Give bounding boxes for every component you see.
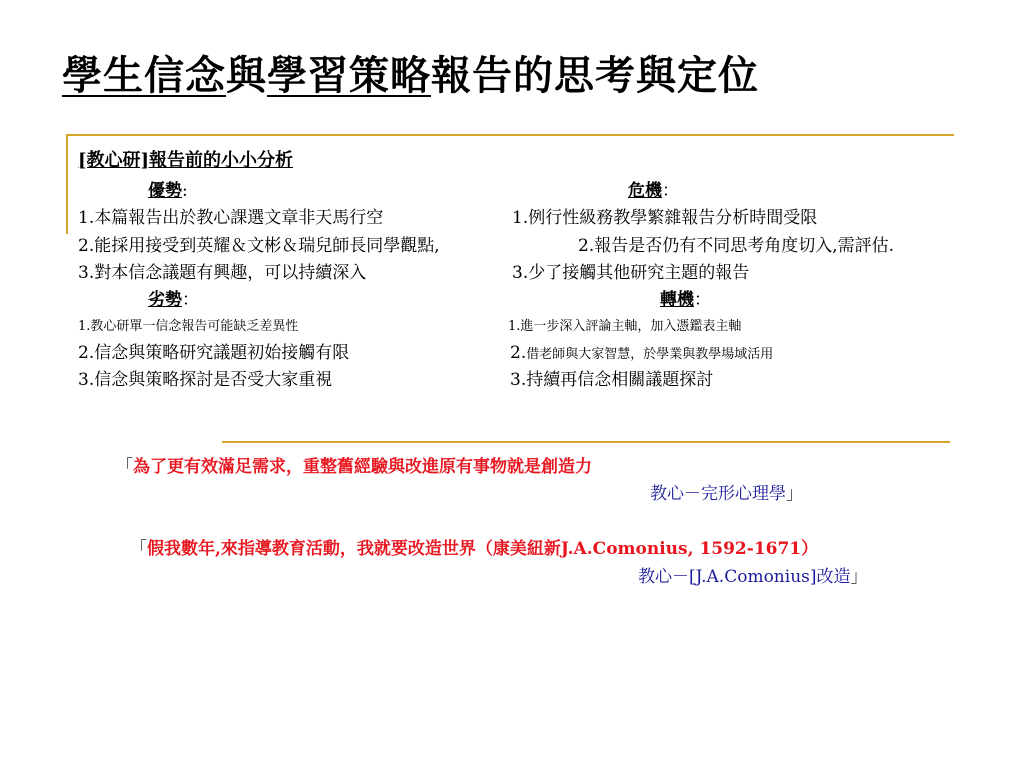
quote-creativity-close: 」 bbox=[786, 484, 803, 504]
accent-divider-top bbox=[66, 134, 954, 136]
threats-label-text: 危機 bbox=[628, 181, 662, 201]
quote-comenius bbox=[130, 538, 818, 560]
threats-label-colon: ： bbox=[662, 181, 679, 201]
opportunity-1-number: 1. bbox=[508, 319, 521, 334]
weaknesses-label-text: 劣勢 bbox=[148, 290, 182, 310]
threat-item-2: 2.報告是否仍有不同思考角度切入,需評估. bbox=[578, 236, 895, 256]
opportunity-2-number: 2. bbox=[510, 343, 527, 363]
opportunity-3-text: 持續再信念相關議題探討 bbox=[526, 370, 714, 390]
strength-item-3: 3.對本信念議題有興趣，可以持續深入 bbox=[78, 263, 367, 283]
title-part-and: 與 bbox=[226, 52, 267, 99]
strength-item-1: 1.本篇報告出於教心課選文章非天馬行空 bbox=[78, 208, 384, 228]
opportunity-2-text: 借老師與大家智慧，於學業與教學場域活用 bbox=[526, 347, 774, 362]
quote-comenius-source-text: 教心－[J.A.Comonius]改造 bbox=[638, 567, 851, 587]
weaknesses-label-colon: ： bbox=[182, 290, 199, 310]
weakness-item-2: 2.信念與策略研究議題初始接觸有限 bbox=[78, 343, 350, 363]
title-part-strategies: 學習策略 bbox=[267, 52, 431, 99]
slide-title bbox=[62, 44, 759, 101]
opportunity-item-1 bbox=[508, 316, 741, 338]
quote-creativity-source-text: 教心－完形心理學 bbox=[650, 484, 786, 504]
strengths-label-text: 優勢 bbox=[148, 181, 182, 201]
quote-creativity-open: 「 bbox=[116, 457, 133, 477]
quote-comenius-source bbox=[638, 566, 868, 588]
accent-divider-middle bbox=[222, 441, 950, 443]
threat-item-1: 1.例行性級務教學繁雜報告分析時間受限 bbox=[512, 208, 818, 228]
weakness-item-1: 1.教心研單一信念報告可能缺乏差異性 bbox=[78, 319, 299, 334]
accent-divider-left bbox=[66, 134, 68, 234]
threats-label bbox=[628, 180, 679, 202]
title-part-rest: 報告的思考與定位 bbox=[431, 52, 759, 99]
threat-item-3: 3.少了接觸其他研究主題的報告 bbox=[512, 263, 750, 283]
weakness-item-3: 3.信念與策略探討是否受大家重視 bbox=[78, 370, 333, 390]
weaknesses-label bbox=[148, 289, 199, 311]
quote-comenius-open: 「 bbox=[130, 539, 147, 559]
opportunities-label-text: 轉機 bbox=[660, 290, 694, 310]
strengths-label bbox=[148, 180, 188, 202]
quote-creativity bbox=[116, 456, 592, 478]
analysis-heading: [教心研]報告前的小小分析 bbox=[78, 150, 294, 171]
strengths-label-colon: : bbox=[182, 181, 188, 201]
quote-creativity-text: 為了更有效滿足需求，重整舊經驗與改進原有事物就是創造力 bbox=[133, 457, 592, 477]
opportunities-label-colon: ： bbox=[694, 290, 711, 310]
opportunity-1-text: 進一步深入評論主軸，加入憑鑑表主軸 bbox=[520, 319, 742, 334]
opportunity-3-number: 3. bbox=[510, 370, 527, 390]
quote-creativity-source bbox=[650, 483, 803, 505]
strength-item-2: 2.能採用接受到英耀＆文彬＆瑞兒師長同學觀點, bbox=[78, 236, 440, 256]
quote-comenius-close: 」 bbox=[850, 567, 868, 587]
quote-comenius-text: 假我數年,來指導教育活動，我就要改造世界（康美紐新J.A.Comonius, 1592-1671） bbox=[147, 539, 819, 559]
title-part-beliefs: 學生信念 bbox=[62, 52, 226, 99]
opportunity-item-3 bbox=[510, 369, 713, 391]
opportunity-item-2 bbox=[510, 342, 773, 366]
opportunities-label bbox=[660, 289, 711, 311]
